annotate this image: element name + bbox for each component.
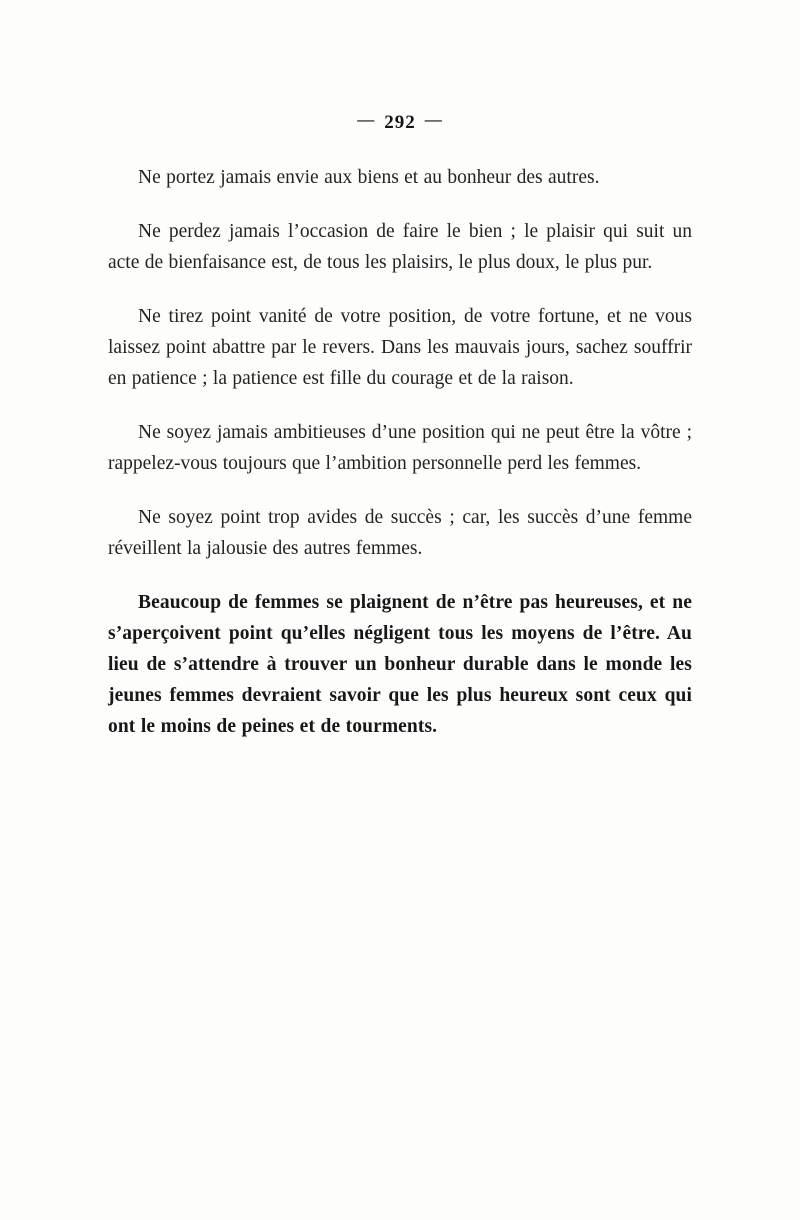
paragraph-6: Beaucoup de femmes se plaignent de n’être pas heureuses, et ne s’aperçoivent point qu’elles négligent tous les moyens de l’être. Au lieu de s’attendre à trouver un bonheur durable dans le monde les jeunes femmes devraient savoir que les plus heureux sont ceux qui ont le moins de peines et de tourments. (108, 592, 692, 737)
paragraph-3: Ne tirez point vanité de votre position, de votre fortune, et ne vous laissez point abattre par le revers. Dans les mauvais jours, sachez souffrir en patience ; la patience est fille du courage et de la raison. (108, 306, 692, 389)
folio-right-dash: — (424, 110, 443, 129)
folio-left-dash: — (357, 110, 376, 129)
paragraph-1: Ne portez jamais envie aux biens et au bonheur des autres. (138, 167, 600, 188)
folio-number: 292 (384, 112, 416, 133)
paragraph-4: Ne soyez jamais ambitieuses d’une position qui ne peut être la vôtre ; rappelez-vous toujours que l’ambition personnelle perd les femmes. (108, 422, 692, 474)
paragraph-2: Ne perdez jamais l’occasion de faire le bien ; le plaisir qui suit un acte de bienfaisance est, de tous les plaisirs, le plus doux, le plus pur. (108, 221, 692, 273)
paragraph-5: Ne soyez point trop avides de succès ; car, les succès d’une femme réveillent la jalousie des autres femmes. (108, 507, 692, 559)
page-text-block (108, 112, 692, 742)
page-folio (108, 112, 692, 134)
